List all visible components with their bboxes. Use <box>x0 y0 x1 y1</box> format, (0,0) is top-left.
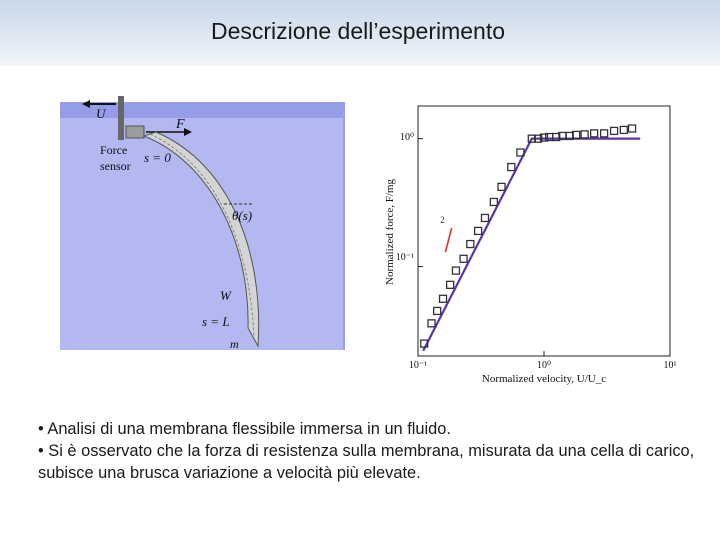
plot-frame <box>418 106 670 356</box>
x-tick-label: 10⁻¹ <box>408 360 428 371</box>
bullet-list <box>38 418 698 484</box>
force-label: F <box>176 117 185 132</box>
sensor-label-line2: sensor <box>100 159 131 173</box>
y-axis-label: Normalized force, F/mg <box>384 179 396 285</box>
mass-label: m <box>230 337 239 351</box>
origin-label: s = 0 <box>144 150 171 165</box>
slope-label: 2 <box>440 214 445 225</box>
bullet-item: • Analisi di una membrana flessibile immersa in un fluido. <box>38 420 451 438</box>
mount-rod <box>118 96 124 140</box>
experiment-schematic <box>60 92 348 354</box>
angle-label: θ(s) <box>232 208 253 223</box>
tank-body <box>60 102 344 350</box>
x-axis-label: Normalized velocity, U/U_c <box>481 373 607 385</box>
x-tick-label: 10⁰ <box>536 360 552 371</box>
sensor-label-line1: Force <box>100 143 128 157</box>
bullet-item: • Si è osservato che la forza di resistenza sulla membrana, misurata da una cella di carico, subisce una brusca variazione a velocità più elevate. <box>38 442 695 482</box>
slide-title: Descrizione dell’esperimento <box>210 18 506 44</box>
force-velocity-chart <box>380 100 678 390</box>
sensor-block <box>126 126 144 138</box>
x-tick-label: 10¹ <box>663 360 677 371</box>
end-label: s = L <box>202 314 230 329</box>
y-tick-label: 10⁰ <box>399 132 414 143</box>
width-label: W <box>220 288 231 303</box>
velocity-label: U <box>96 106 106 121</box>
y-tick-label: 10⁻¹ <box>395 252 414 263</box>
